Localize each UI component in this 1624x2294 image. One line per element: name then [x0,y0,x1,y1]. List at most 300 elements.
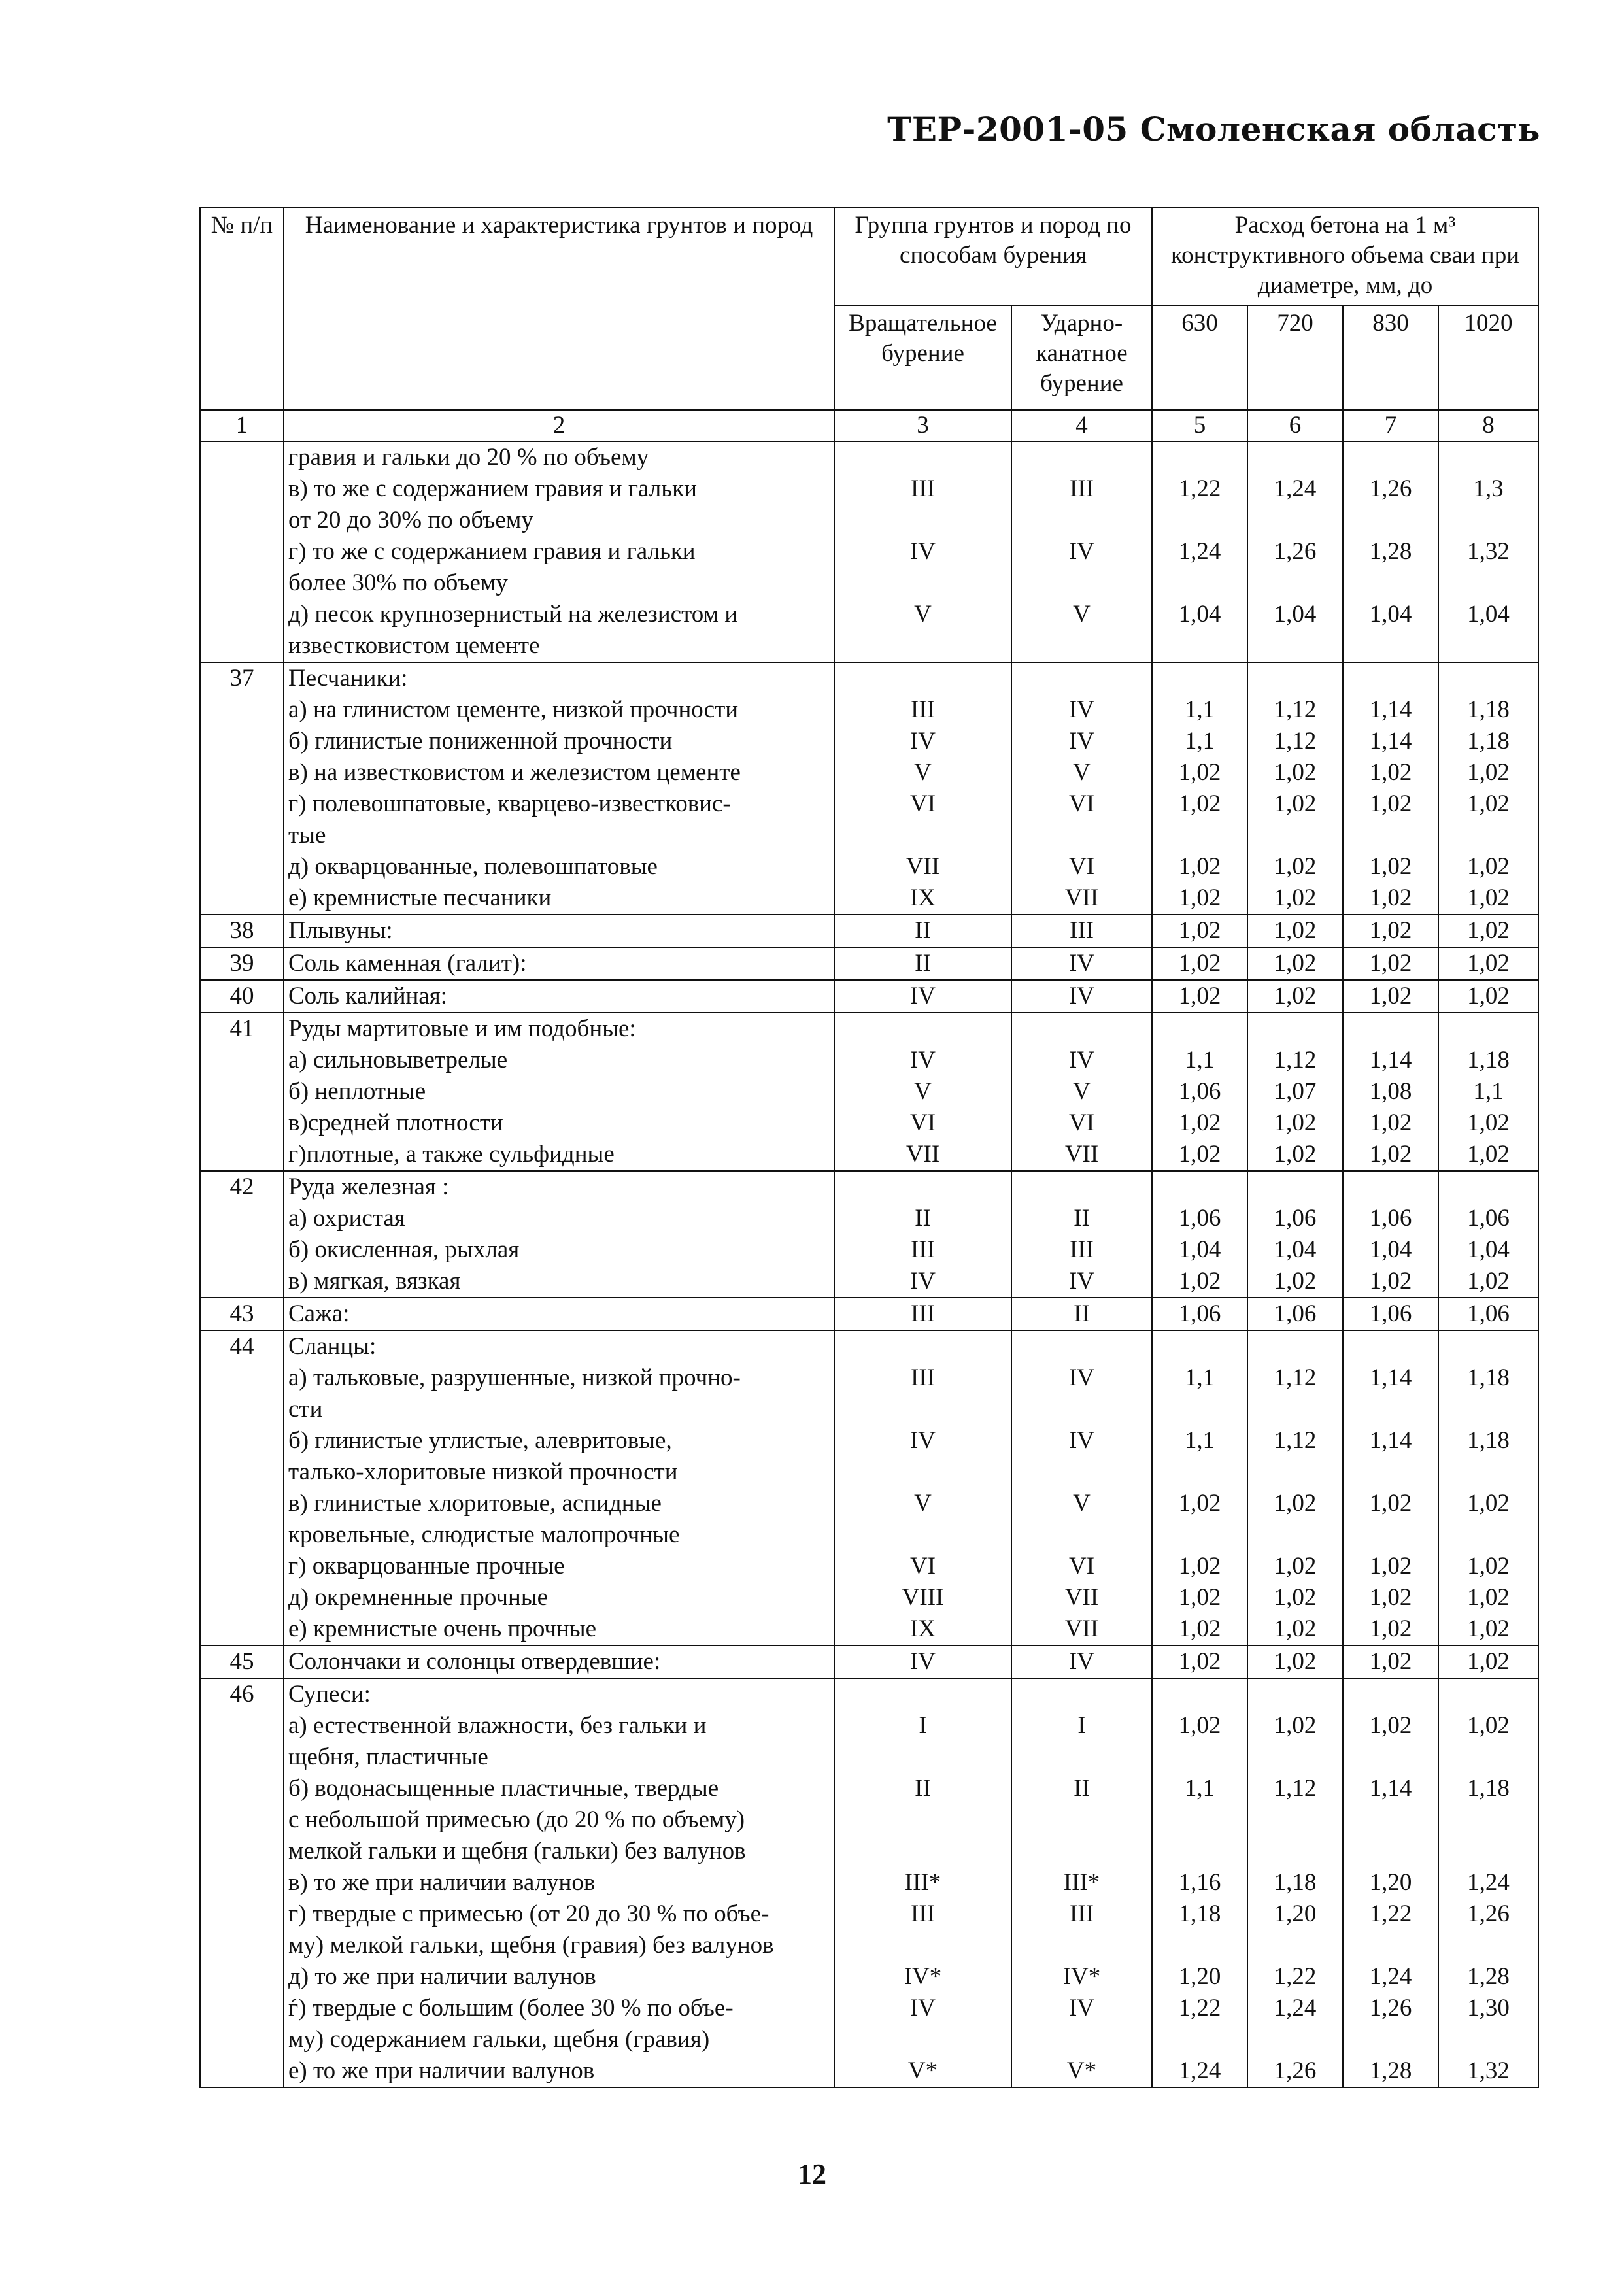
header-diameter-630: 630 [1152,305,1247,410]
consumption-720-value: 1,02 [1274,790,1317,817]
consumption-1020-value: 1,02 [1467,950,1510,977]
consumption-830-cell [1343,980,1438,1013]
consumption-720-cell [1247,1645,1343,1678]
consumption-1020-value [1443,1519,1534,1551]
percussion-group-value: III [1070,1900,1094,1927]
consumption-720-value [1252,442,1338,473]
consumption-830-value: 1,04 [1369,601,1412,628]
percussion-group-value: III* [1063,1869,1100,1896]
consumption-630-value: 1,04 [1178,1236,1221,1263]
column-number: 7 [1343,410,1438,441]
percussion-group-value [1016,1930,1147,1961]
rotary-group-cell [834,1678,1011,2087]
consumption-630-value: 1,1 [1184,728,1215,754]
soil-name-line: д) песок крупнозернистый на железистом и [288,601,738,628]
column-number: 5 [1152,410,1247,441]
consumption-630-value [1157,505,1243,536]
percussion-group-cell [1011,980,1152,1013]
soil-name-line: в)средней плотности [288,1109,503,1136]
soil-name-line: Соль каменная (галит): [288,950,527,977]
soil-name-line: в) то же с содержанием гравия и гальки [288,475,697,502]
percussion-group-value: VI [1068,790,1095,817]
soil-name-line: д) окварцованные, полевошпатовые [288,853,658,880]
percussion-group-value: IV [1068,728,1095,754]
row-number: 41 [200,1013,284,1171]
column-number: 4 [1011,410,1152,441]
rotary-group-cell [834,947,1011,980]
soil-name-cell [284,947,834,980]
consumption-630-value: 1,1 [1184,1775,1215,1802]
soil-name-line: Песчаники: [288,665,408,692]
row-number: 43 [200,1298,284,1330]
percussion-group-value [1016,1172,1147,1203]
consumption-1020-value: 1,02 [1467,1584,1510,1611]
rotary-group-cell [834,1330,1011,1645]
consumption-830-value: 1,02 [1369,790,1412,817]
percussion-group-value: VI [1068,1109,1095,1136]
consumption-830-value: 1,02 [1369,1615,1412,1642]
soil-name-line: б) водонасыщенные пластичные, твердые [288,1775,719,1802]
soil-name-line: б) глинистые пониженной прочности [288,728,673,754]
rotary-group-value [839,567,1007,599]
consumption-830-value: 1,02 [1369,1490,1412,1517]
consumption-720-value: 1,07 [1274,1078,1317,1105]
consumption-830-value: 1,14 [1369,1427,1412,1454]
consumption-720-value: 1,02 [1274,1490,1317,1517]
consumption-630-value [1157,1804,1243,1836]
consumption-1020-value [1443,663,1534,694]
percussion-group-value: IV [1068,1427,1095,1454]
soil-name-line: е) кремнистые очень прочные [288,1615,597,1642]
consumption-830-value [1347,1331,1434,1362]
consumption-720-cell [1247,1298,1343,1330]
consumption-1020-value: 1,06 [1467,1205,1510,1232]
consumption-830-cell [1343,1645,1438,1678]
percussion-group-value [1016,1013,1147,1045]
consumption-630-cell [1152,947,1247,980]
soil-name-cell [284,662,834,915]
column-numbers-row [200,410,1538,441]
rotary-group-value [839,1836,1007,1867]
column-number: 3 [834,410,1011,441]
consumption-1020-value: 1,02 [1467,1268,1510,1294]
soil-name-line: г) полевошпатовые, кварцево-известковис- [288,790,731,817]
rotary-group-cell [834,1298,1011,1330]
consumption-1020-cell [1438,1645,1538,1678]
consumption-830-value: 1,02 [1369,950,1412,977]
consumption-720-value: 1,02 [1274,1553,1317,1579]
rotary-group-value [839,1457,1007,1488]
consumption-720-value: 1,24 [1274,475,1317,502]
consumption-720-value [1252,1804,1338,1836]
consumption-1020-value [1443,1331,1534,1362]
consumption-830-value: 1,28 [1369,2057,1412,2084]
consumption-1020-value: 1,18 [1467,1427,1510,1454]
percussion-group-value: IV* [1062,1963,1101,1990]
soil-name-line: д) окремненные прочные [288,1584,549,1611]
percussion-group-value: III [1070,1236,1094,1263]
soil-name-line: кровельные, слюдистые малопрочные [288,1521,680,1548]
rotary-group-value: III [911,1900,935,1927]
consumption-720-value: 1,12 [1274,1427,1317,1454]
consumption-1020-cell [1438,1298,1538,1330]
consumption-830-value: 1,02 [1369,1141,1412,1168]
consumption-720-value: 1,12 [1274,1364,1317,1391]
consumption-830-value [1347,442,1434,473]
rotary-group-value: V [914,1490,932,1517]
consumption-720-value: 1,24 [1274,1995,1317,2021]
soil-name-line: Соль калийная: [288,983,448,1009]
rotary-group-cell [834,1645,1011,1678]
row-number: 45 [200,1645,284,1678]
percussion-group-value: IV [1068,538,1095,565]
consumption-1020-cell [1438,441,1538,662]
consumption-830-value [1347,1394,1434,1425]
consumption-830-value: 1,28 [1369,538,1412,565]
rotary-group-value: IV [909,983,936,1009]
soil-name-line: с небольшой примесью (до 20 % по объему) [288,1806,745,1833]
soil-name-line: в) то же при наличии валунов [288,1869,596,1896]
table-row [200,1678,1538,2087]
column-number: 6 [1247,410,1343,441]
soil-name-line: а) сильновыветрелые [288,1047,508,1073]
soil-name-cell [284,1298,834,1330]
rotary-group-value: IV [909,1427,936,1454]
rotary-group-value [839,505,1007,536]
consumption-1020-value: 1,26 [1467,1900,1510,1927]
table-row [200,947,1538,980]
soil-name-cell [284,1678,834,2087]
percussion-group-value: VII [1064,1584,1099,1611]
consumption-830-value: 1,02 [1369,1553,1412,1579]
row-number: 37 [200,662,284,915]
consumption-720-value: 1,26 [1274,538,1317,565]
consumption-720-value [1252,1519,1338,1551]
consumption-630-value: 1,1 [1184,1364,1215,1391]
percussion-group-value [1016,1519,1147,1551]
consumption-630-value [1157,442,1243,473]
consumption-1020-value [1443,442,1534,473]
consumption-720-value [1252,2024,1338,2055]
soil-name-line: талько-хлоритовые низкой прочности [288,1459,678,1485]
percussion-group-value [1016,1394,1147,1425]
percussion-group-value: VI [1068,853,1095,880]
rotary-group-value: V [914,601,932,628]
consumption-1020-value: 1,18 [1467,1775,1510,1802]
consumption-830-value [1347,1519,1434,1551]
percussion-group-value: II [1074,1775,1090,1802]
soil-name-line: е) кремнистые песчаники [288,885,552,911]
percussion-group-value: IV [1068,1995,1095,2021]
consumption-630-value: 1,22 [1178,1995,1221,2021]
soil-name-line: Солончаки и солонцы отвердевшие: [288,1648,661,1675]
consumption-720-value [1252,1331,1338,1362]
rotary-group-value: IV [909,1648,936,1675]
consumption-1020-value: 1,24 [1467,1869,1510,1896]
rotary-group-value: VIII [902,1584,944,1611]
consumption-830-value: 1,02 [1369,1584,1412,1611]
consumption-830-cell [1343,915,1438,947]
consumption-720-value: 1,02 [1274,1141,1317,1168]
consumption-1020-value [1443,1679,1534,1710]
soil-name-line: известковистом цементе [288,632,540,659]
consumption-1020-value: 1,02 [1467,983,1510,1009]
rotary-group-value [839,1930,1007,1961]
soil-name-line: д) то же при наличии валунов [288,1963,596,1990]
percussion-group-value: IV [1068,983,1095,1009]
consumption-1020-value: 1,32 [1467,538,1510,565]
table-row [200,1645,1538,1678]
consumption-830-value: 1,06 [1369,1205,1412,1232]
soil-name-line: г) окварцованные прочные [288,1553,565,1579]
consumption-630-value: 1,02 [1178,1712,1221,1739]
column-number: 1 [200,410,284,441]
percussion-group-value [1016,663,1147,694]
consumption-630-value: 1,1 [1184,696,1215,723]
consumption-830-value [1347,2024,1434,2055]
consumption-720-value: 1,02 [1274,1268,1317,1294]
consumption-1020-cell [1438,947,1538,980]
consumption-630-value [1157,1836,1243,1867]
consumption-830-value: 1,02 [1369,1268,1412,1294]
consumption-830-value: 1,02 [1369,917,1412,944]
soil-name-line: г) твердые с примесью (от 20 до 30 % по объе- [288,1900,770,1927]
consumption-720-cell [1247,1171,1343,1298]
percussion-group-cell [1011,1330,1152,1645]
consumption-830-value [1347,1172,1434,1203]
consumption-830-cell [1343,1330,1438,1645]
consumption-630-value [1157,1394,1243,1425]
rotary-group-value [839,1394,1007,1425]
consumption-720-value: 1,02 [1274,759,1317,786]
percussion-group-value [1016,505,1147,536]
rotary-group-cell [834,1171,1011,1298]
soil-name-cell [284,1330,834,1645]
rotary-group-value: V* [907,2057,938,2084]
consumption-830-value [1347,820,1434,851]
rotary-group-value: I [919,1712,927,1739]
rotary-group-value [839,1172,1007,1203]
consumption-720-value: 1,04 [1274,1236,1317,1263]
percussion-group-value: IV [1068,1648,1095,1675]
consumption-1020-value [1443,1836,1534,1867]
rotary-group-value: IV [909,1047,936,1073]
consumption-830-cell [1343,1171,1438,1298]
consumption-830-value [1347,1013,1434,1045]
consumption-1020-cell [1438,1330,1538,1645]
percussion-group-value: II [1074,1205,1090,1232]
percussion-group-value: VII [1064,1141,1099,1168]
percussion-group-cell [1011,1171,1152,1298]
consumption-830-value: 1,14 [1369,1775,1412,1802]
consumption-630-value: 1,24 [1178,538,1221,565]
consumption-830-value: 1,14 [1369,1047,1412,1073]
consumption-720-value: 1,12 [1274,1775,1317,1802]
header-diameter-1020: 1020 [1438,305,1538,410]
percussion-group-value [1016,1836,1147,1867]
consumption-720-value: 1,12 [1274,1047,1317,1073]
consumption-630-value [1157,567,1243,599]
soil-name-line: б) окисленная, рыхлая [288,1236,520,1263]
percussion-group-value [1016,1331,1147,1362]
consumption-830-cell [1343,441,1438,662]
table-row [200,915,1538,947]
percussion-group-value: IV [1068,950,1095,977]
consumption-1020-value [1443,1172,1534,1203]
consumption-830-cell [1343,662,1438,915]
page-number: 12 [798,2158,826,2190]
consumption-830-value: 1,04 [1369,1236,1412,1263]
consumption-720-value [1252,820,1338,851]
consumption-630-value: 1,02 [1178,1648,1221,1675]
percussion-group-value [1016,1457,1147,1488]
consumption-720-value: 1,02 [1274,1584,1317,1611]
consumption-720-value: 1,18 [1274,1869,1317,1896]
consumption-830-value [1347,1679,1434,1710]
consumption-1020-cell [1438,1678,1538,2087]
consumption-830-value: 1,20 [1369,1869,1412,1896]
consumption-720-value: 1,22 [1274,1963,1317,1990]
rotary-group-value: II [915,950,931,977]
consumption-630-value: 1,24 [1178,2057,1221,2084]
consumption-630-value: 1,02 [1178,983,1221,1009]
consumption-720-cell [1247,915,1343,947]
consumption-1020-value [1443,1457,1534,1488]
rotary-group-value: III [911,1364,935,1391]
consumption-830-value: 1,08 [1369,1078,1412,1105]
soil-name-line: тые [288,822,326,849]
consumption-630-cell [1152,1645,1247,1678]
table-row [200,662,1538,915]
rotary-group-value [839,1331,1007,1362]
consumption-830-value: 1,02 [1369,1109,1412,1136]
consumption-830-value [1347,1742,1434,1773]
header-consumption: Расход бетона на 1 м³ конструктивного объема сваи при диаметре, мм, до [1152,207,1538,305]
consumption-1020-value: 1,18 [1467,728,1510,754]
rotary-group-cell [834,441,1011,662]
rotary-group-cell [834,980,1011,1013]
consumption-720-value: 1,02 [1274,1648,1317,1675]
consumption-830-value: 1,14 [1369,1364,1412,1391]
consumption-830-value: 1,14 [1369,728,1412,754]
consumption-1020-value: 1,02 [1467,1648,1510,1675]
rotary-group-value [839,1679,1007,1710]
percussion-group-value [1016,1679,1147,1710]
consumption-720-value [1252,1836,1338,1867]
rotary-group-value [839,630,1007,662]
percussion-group-value: III [1070,475,1094,502]
consumption-630-value: 1,02 [1178,759,1221,786]
consumption-1020-value [1443,820,1534,851]
soil-name-cell [284,915,834,947]
percussion-group-value: III [1070,917,1094,944]
percussion-group-value: VII [1064,885,1099,911]
percussion-group-cell [1011,441,1152,662]
percussion-group-value: I [1077,1712,1086,1739]
consumption-630-value: 1,02 [1178,1109,1221,1136]
soil-name-line: Сажа: [288,1300,350,1327]
consumption-1020-value: 1,28 [1467,1963,1510,1990]
consumption-720-value: 1,06 [1274,1205,1317,1232]
header-num: № п/п [200,207,284,410]
consumption-1020-value [1443,630,1534,662]
consumption-830-value: 1,02 [1369,1648,1412,1675]
consumption-1020-value: 1,18 [1467,1047,1510,1073]
header-rotary: Вращательное бурение [834,305,1011,410]
soil-name-cell [284,441,834,662]
consumption-630-value: 1,02 [1178,790,1221,817]
percussion-group-cell [1011,947,1152,980]
percussion-group-cell [1011,1013,1152,1171]
consumption-1020-value [1443,567,1534,599]
rotary-group-value: III* [904,1869,941,1896]
soil-name-line: а) на глинистом цементе, низкой прочности [288,696,739,723]
consumption-720-value: 1,26 [1274,2057,1317,2084]
percussion-group-cell [1011,1645,1152,1678]
rotary-group-value: IV* [904,1963,942,1990]
consumption-630-value: 1,1 [1184,1427,1215,1454]
consumption-630-value [1157,1519,1243,1551]
consumption-1020-value: 1,02 [1467,1615,1510,1642]
consumption-630-value [1157,1331,1243,1362]
consumption-830-value [1347,1457,1434,1488]
consumption-1020-cell [1438,1013,1538,1171]
consumption-720-value: 1,02 [1274,917,1317,944]
consumption-830-value: 1,06 [1369,1300,1412,1327]
consumption-720-cell [1247,1330,1343,1645]
consumption-1020-value [1443,1742,1534,1773]
rotary-group-value [839,442,1007,473]
consumption-830-value: 1,02 [1369,885,1412,911]
consumption-720-value [1252,1457,1338,1488]
row-number: 42 [200,1171,284,1298]
consumption-630-value: 1,20 [1178,1963,1221,1990]
rotary-group-value [839,663,1007,694]
rotary-group-value: V [914,1078,932,1105]
rotary-group-value [839,1519,1007,1551]
consumption-630-cell [1152,1013,1247,1171]
soil-name-line: а) тальковые, разрушенные, низкой прочно- [288,1364,741,1391]
consumption-1020-value: 1,1 [1473,1078,1504,1105]
percussion-group-value [1016,820,1147,851]
consumption-630-value: 1,02 [1178,1584,1221,1611]
consumption-1020-value [1443,2024,1534,2055]
consumption-630-cell [1152,1330,1247,1645]
consumption-720-value: 1,04 [1274,601,1317,628]
consumption-1020-cell [1438,1171,1538,1298]
consumption-630-value: 1,22 [1178,475,1221,502]
rotary-group-value: VI [909,790,936,817]
consumption-720-value [1252,1930,1338,1961]
consumption-1020-value: 1,02 [1467,853,1510,880]
rotary-group-value [839,820,1007,851]
soil-name-line: гравия и гальки до 20 % по объему [288,444,649,471]
rotary-group-cell [834,662,1011,915]
column-number: 8 [1438,410,1538,441]
soil-name-line: Сланцы: [288,1333,377,1360]
consumption-830-cell [1343,1298,1438,1330]
percussion-group-value: V [1073,601,1091,628]
consumption-720-cell [1247,980,1343,1013]
soil-name-cell [284,1013,834,1171]
soil-name-line: Руда железная : [288,1173,449,1200]
soil-name-line: му) содержанием гальки, щебня (гравия) [288,2026,710,2053]
consumption-830-value [1347,630,1434,662]
consumption-1020-value: 1,02 [1467,1109,1510,1136]
consumption-720-value [1252,505,1338,536]
consumption-630-cell [1152,441,1247,662]
consumption-830-value [1347,1804,1434,1836]
